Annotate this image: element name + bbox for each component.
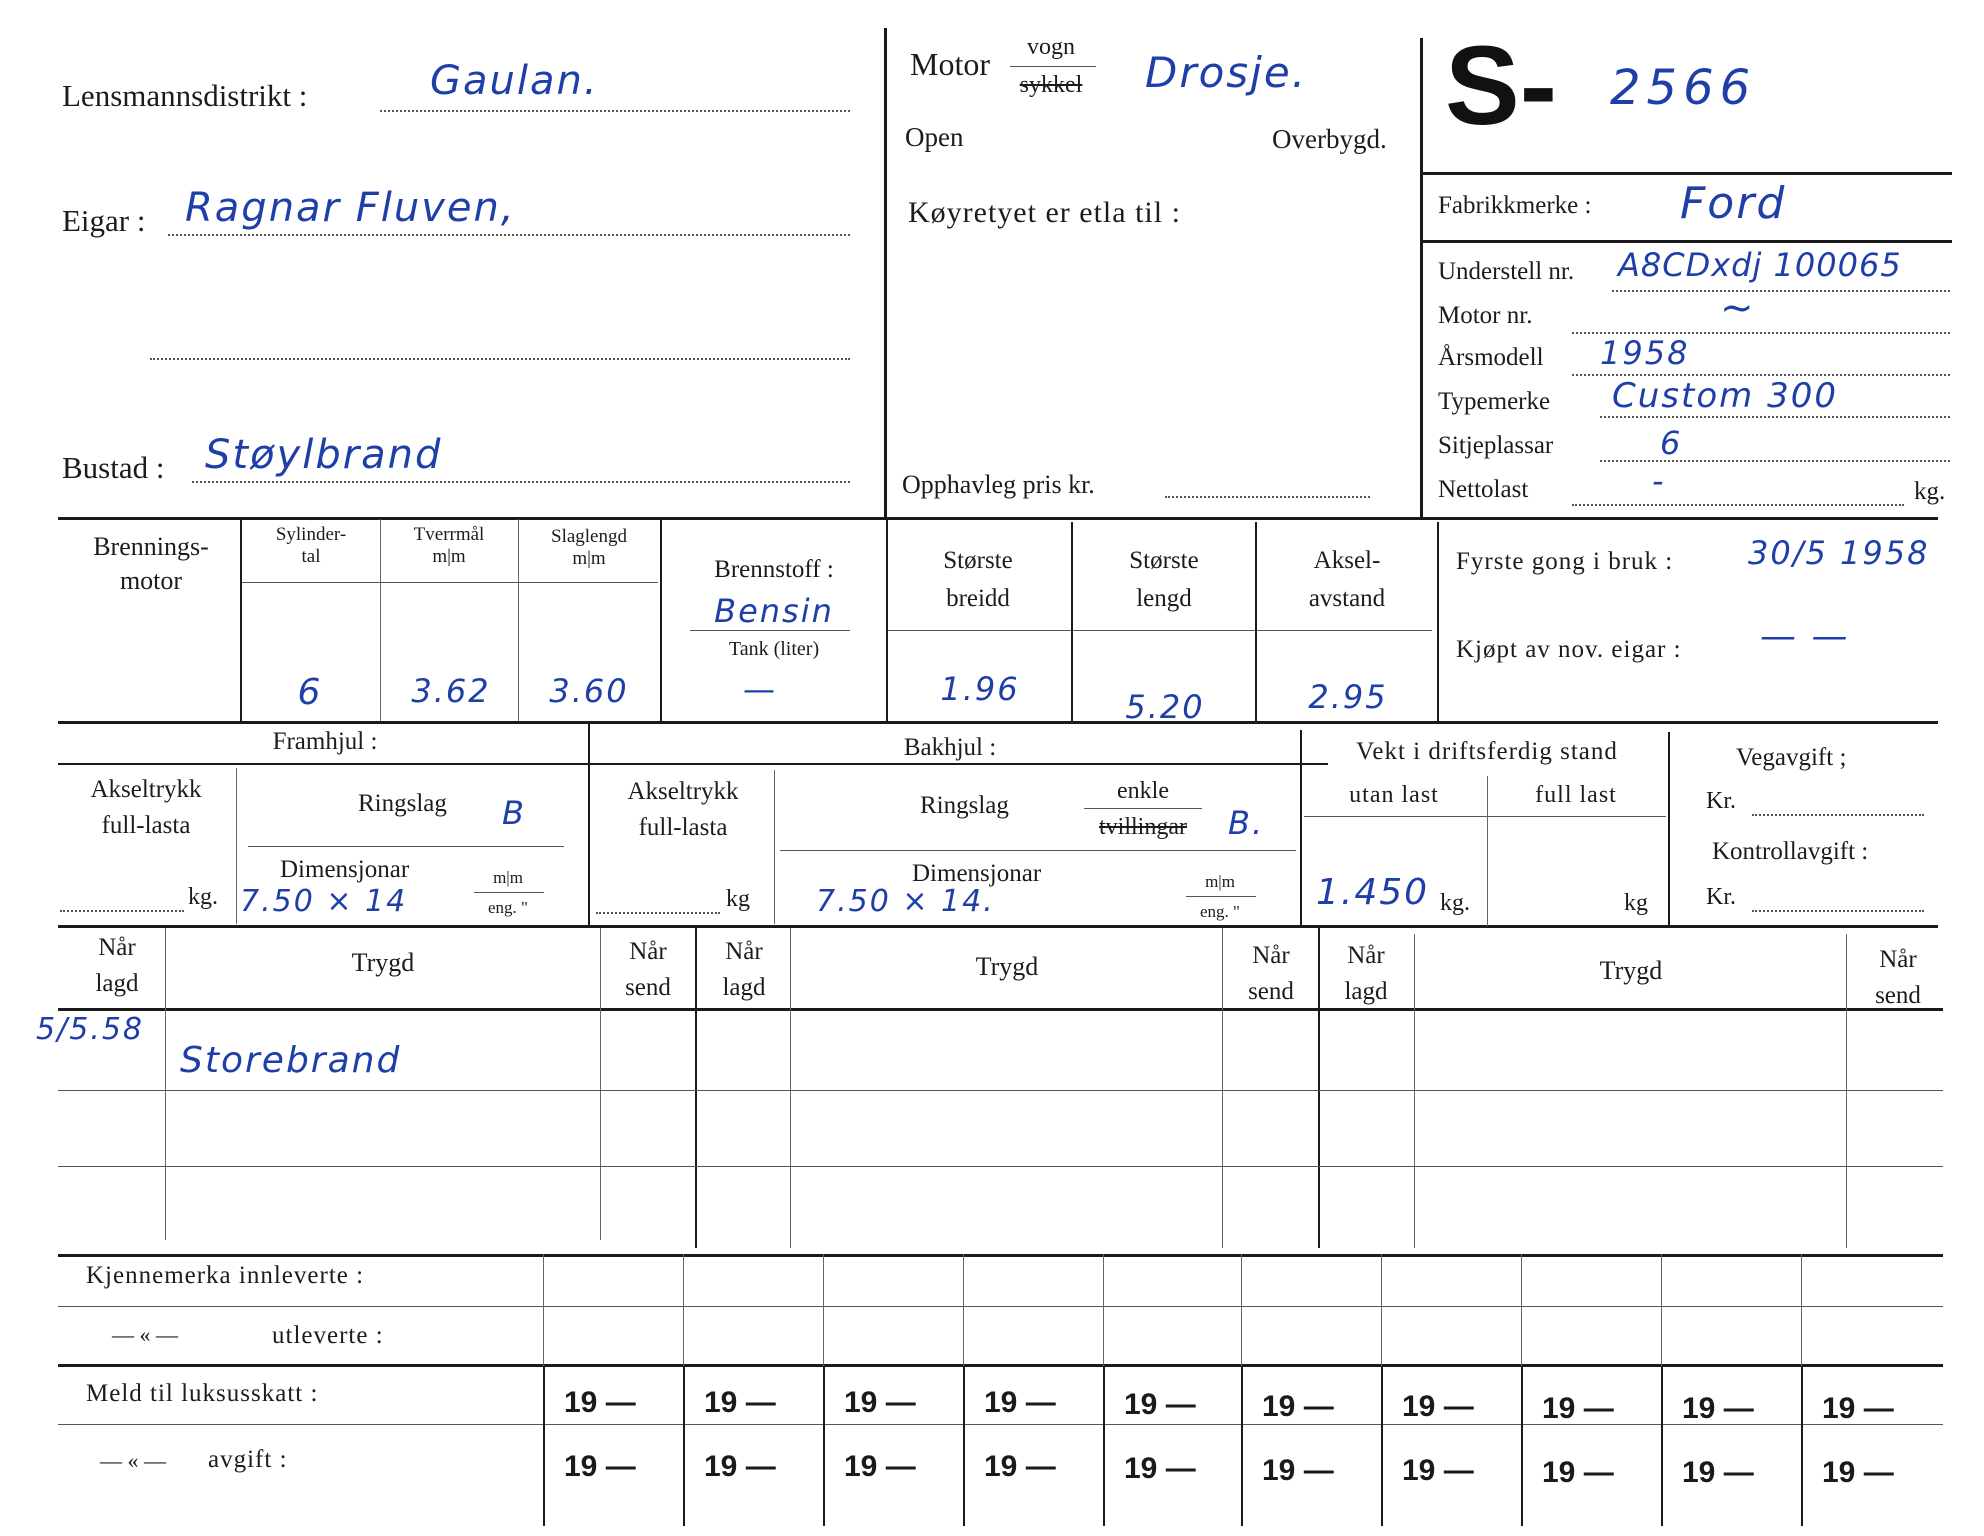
motor-nr-label: Motor nr. <box>1438 302 1533 329</box>
kjennemerka-label: Kjennemerka innleverte : <box>86 1262 365 1289</box>
tverrmal-value[interactable]: 3.62 <box>411 672 491 710</box>
tvillingar-label: tvillingar <box>1099 814 1187 840</box>
kj-col-1 <box>543 1254 544 1366</box>
s-prefix: S- <box>1445 23 1557 148</box>
vekt-left-div <box>1300 730 1302 926</box>
lengd-header <box>1074 542 1254 618</box>
akseltrykk-front-unit: kg. <box>188 884 218 910</box>
dim-rear-value[interactable]: 7.50 × 14. <box>816 884 995 919</box>
lk-col-3 <box>823 1366 825 1526</box>
kj-col-4 <box>963 1254 964 1366</box>
vogn-fraction-line <box>1010 66 1096 67</box>
luksusskatt-year-10[interactable]: 19 — <box>1822 1392 1894 1425</box>
dimensjonar-front-label: Dimensjonar <box>280 856 410 883</box>
akseltrykk-front-line <box>60 910 184 912</box>
enkle-label: enkle <box>1117 778 1169 804</box>
slaglengd-label: Slaglengd <box>551 526 627 547</box>
open-label: Open <box>905 122 964 152</box>
nettolast-label: Nettolast <box>1438 476 1529 503</box>
insurance-entry-company[interactable]: Storebrand <box>180 1040 402 1081</box>
ins-row-line-1 <box>58 1090 1943 1091</box>
full-last-label: full last <box>1535 782 1617 808</box>
typemerke-line <box>1600 416 1950 418</box>
understell-line <box>1612 290 1950 292</box>
vekt-utan-value[interactable]: 1.450 <box>1316 872 1430 913</box>
understell-label: Understell nr. <box>1438 258 1575 285</box>
tverrmal-unit: m|m <box>432 546 466 567</box>
wheels-bottom-rule <box>58 925 1938 928</box>
trygd-header-2: Trygd <box>975 952 1039 981</box>
nar-lagd-header-3 <box>1320 938 1412 1010</box>
nar-send-header-2 <box>1224 938 1318 1010</box>
trygd-header-1: Trygd <box>351 948 415 977</box>
vekt-full-unit: kg <box>1624 890 1648 916</box>
aksel-label-line2: avstand <box>1308 585 1386 612</box>
vekt-label: Vekt i driftsferdig stand <box>1356 738 1618 765</box>
nettolast-unit: kg. <box>1914 478 1946 505</box>
kj-col-5 <box>1103 1254 1104 1366</box>
avgift-year-5[interactable]: 19 — <box>1124 1452 1196 1485</box>
framhjul-label: Framhjul : <box>272 728 378 755</box>
dimensions-subheader-rule <box>888 630 1432 631</box>
motor-nr-value[interactable]: ~ <box>1720 285 1756 331</box>
brennstoff-line <box>690 630 850 631</box>
luksusskatt-year-5[interactable]: 19 — <box>1124 1388 1196 1421</box>
dim-front-value[interactable]: 7.50 × 14 <box>240 884 408 919</box>
avgift-year-2[interactable]: 19 — <box>704 1450 776 1483</box>
nar-label: Når <box>1347 942 1385 969</box>
kj-col-10 <box>1801 1254 1802 1366</box>
brennings-label <box>60 530 242 598</box>
rear-col-div <box>774 770 775 924</box>
engine-row-top-rule <box>58 517 1938 520</box>
nar-label: Når <box>725 938 763 965</box>
fyrste-value[interactable]: 30/5 1958 <box>1748 534 1930 572</box>
brennstoff-label: Brennstoff : <box>714 556 834 583</box>
nar-send-header-3 <box>1848 942 1948 1014</box>
opphavleg-label: Opphavleg pris kr. <box>902 470 1095 499</box>
utleverte-prefix: — « — <box>112 1322 178 1347</box>
ringslag-front-value[interactable]: B <box>502 794 526 832</box>
ringslag-front-label: Ringslag <box>358 790 447 817</box>
lk-col-2 <box>683 1366 685 1526</box>
avgift-year-1[interactable]: 19 — <box>564 1450 636 1483</box>
lengd-label-line2: lengd <box>1136 585 1192 612</box>
arsmodell-label: Årsmodell <box>1438 344 1544 371</box>
sylinder-label-line2: tal <box>301 546 321 567</box>
nar-label: Når <box>629 938 667 965</box>
overbygd-label: Overbygd. <box>1272 124 1387 154</box>
akseltrykk-rear-line <box>596 912 720 914</box>
akseltrykk-rear-label2: full-lasta <box>638 814 728 841</box>
dim-front-mm: m|m <box>493 868 523 887</box>
vegavgift-label: Vegavgift ; <box>1736 744 1847 771</box>
luksusskatt-year-4[interactable]: 19 — <box>984 1386 1056 1419</box>
nar-lagd-header-2 <box>698 934 790 1006</box>
fabrikkmerke-label: Fabrikkmerke : <box>1438 192 1592 219</box>
send-label: send <box>1875 982 1921 1009</box>
sitjeplassar-label: Sitjeplassar <box>1438 432 1554 459</box>
engine-col-div-2 <box>380 519 381 721</box>
sylinder-value[interactable]: 6 <box>297 672 323 713</box>
ins-col-div-4 <box>790 928 791 1248</box>
s-number[interactable]: 2566 <box>1610 60 1757 116</box>
lensmannsdistrikt-line <box>380 110 850 112</box>
send-label: send <box>625 974 671 1001</box>
divider-top-2 <box>1420 38 1423 518</box>
engine-col-div-4 <box>660 519 662 721</box>
sitjeplassar-value[interactable]: 6 <box>1660 424 1683 462</box>
avgift-label: avgift : <box>208 1446 288 1473</box>
breidd-label-line2: breidd <box>946 585 1010 612</box>
avgift-year-6[interactable]: 19 — <box>1262 1454 1334 1487</box>
ins-row-line-2 <box>58 1166 1943 1167</box>
nar-lagd-header-1 <box>62 930 172 1002</box>
tverrmal-label: Tverrmål <box>413 524 485 545</box>
insurance-entry-date[interactable]: 5/5.58 <box>36 1012 144 1047</box>
akseltrykk-front-label1: Akseltrykk <box>90 776 202 803</box>
breidd-label-line1: Største <box>943 547 1013 574</box>
lagd-label: lagd <box>1344 978 1388 1005</box>
tverrmal-header <box>382 524 516 568</box>
slaglengd-value[interactable]: 3.60 <box>549 672 629 710</box>
akseltrykk-rear-label1: Akseltrykk <box>627 778 739 805</box>
trygd-header-3: Trygd <box>1599 956 1663 985</box>
akseltrykk-rear-header <box>592 774 774 846</box>
dim-rear-mm: m|m <box>1205 872 1235 891</box>
wheels-header-rule <box>58 763 1328 765</box>
vekt-subheader-rule <box>1304 816 1666 817</box>
engine-subheader-rule <box>242 582 658 583</box>
vekt-mid-div <box>1487 776 1488 926</box>
luksusskatt-year-8[interactable]: 19 — <box>1542 1392 1614 1425</box>
engine-col-div-6 <box>1071 522 1073 722</box>
nettolast-value[interactable]: - <box>1652 462 1666 500</box>
lengd-value[interactable]: 5.20 <box>1125 688 1205 726</box>
dim-front-fraction <box>474 892 544 893</box>
eigar-line-2 <box>150 358 850 360</box>
aksel-header <box>1258 542 1436 618</box>
kj-col-3 <box>823 1254 824 1366</box>
front-ringslag-rule <box>248 846 564 847</box>
kj-col-7 <box>1381 1254 1382 1366</box>
sylinder-header <box>244 524 378 568</box>
nar-label: Når <box>1252 942 1290 969</box>
lagd-label: lagd <box>95 970 139 997</box>
kj-col-9 <box>1661 1254 1662 1366</box>
reg-number-rule <box>1422 172 1952 175</box>
akseltrykk-front-header <box>60 772 232 844</box>
lagd-label: lagd <box>722 974 766 1001</box>
breidd-value[interactable]: 1.96 <box>940 670 1020 708</box>
luksusskatt-year-2[interactable]: 19 — <box>704 1386 776 1419</box>
avgift-year-10[interactable]: 19 — <box>1822 1456 1894 1489</box>
koyretyet-label: Køyretyet er etla til : <box>908 196 1181 229</box>
kj-col-2 <box>683 1254 684 1366</box>
tank-value[interactable]: — <box>743 670 777 708</box>
lk-col-7 <box>1381 1366 1383 1526</box>
aksel-value[interactable]: 2.95 <box>1308 678 1388 716</box>
divider-top-1 <box>884 28 887 518</box>
lk-col-4 <box>963 1366 965 1526</box>
ins-col-div-3 <box>695 928 697 1248</box>
utan-last-label: utan last <box>1349 782 1439 808</box>
luksusskatt-label: Meld til luksusskatt : <box>86 1380 319 1407</box>
vegavgift-line <box>1752 814 1924 816</box>
ins-col-div-2 <box>600 928 601 1240</box>
lk-col-6 <box>1241 1366 1243 1526</box>
lk-col-10 <box>1801 1366 1803 1526</box>
arsmodell-value[interactable]: 1958 <box>1600 334 1690 372</box>
sylinder-label-line1: Sylinder- <box>275 524 347 545</box>
breidd-header <box>888 542 1068 618</box>
brennings-label-line2: motor <box>119 566 183 595</box>
bustad-value[interactable]: Støylbrand <box>205 432 443 478</box>
vogn-label: vogn <box>1027 34 1075 60</box>
eigar-line <box>168 234 850 236</box>
avgift-prefix: — « — <box>100 1448 166 1473</box>
insurance-header-rule <box>58 1008 1943 1011</box>
nettolast-line <box>1572 504 1904 506</box>
opphavleg-line <box>1165 496 1370 498</box>
nar-label: Når <box>98 934 136 961</box>
kontrollavgift-kr: Kr. <box>1706 884 1736 910</box>
ins-col-div-5 <box>1222 928 1223 1248</box>
rear-ringslag-rule <box>780 850 1296 851</box>
engine-col-div-3 <box>518 519 519 721</box>
engine-row-bottom-rule <box>58 721 1938 724</box>
fabrikkmerke-value[interactable]: Ford <box>1680 178 1787 229</box>
send-label: send <box>1248 978 1294 1005</box>
sykkel-label: sykkel <box>1019 72 1083 98</box>
kontrollavgift-line <box>1752 910 1924 912</box>
avgift-year-8[interactable]: 19 — <box>1542 1456 1614 1489</box>
ins-col-div-8 <box>1846 934 1847 1248</box>
understell-value[interactable]: A8CDxdj 100065 <box>1618 246 1902 284</box>
ins-col-div-1 <box>165 928 166 1240</box>
luksusskatt-year-6[interactable]: 19 — <box>1262 1390 1334 1423</box>
nar-send-header-1 <box>602 934 694 1006</box>
lk-col-1 <box>543 1366 545 1526</box>
luksusskatt-year-9[interactable]: 19 — <box>1682 1392 1754 1425</box>
vegavgift-kr: Kr. <box>1706 788 1736 814</box>
ins-col-div-7 <box>1414 934 1415 1248</box>
avgift-year-4[interactable]: 19 — <box>984 1450 1056 1483</box>
lk-col-9 <box>1661 1366 1663 1526</box>
bustad-line <box>192 481 850 483</box>
vekt-right-div <box>1668 732 1670 926</box>
motor-label: Motor <box>910 46 990 82</box>
luksusskatt-year-7[interactable]: 19 — <box>1402 1390 1474 1423</box>
engine-col-div-7 <box>1255 522 1257 722</box>
lk-col-5 <box>1103 1366 1105 1526</box>
avgift-year-7[interactable]: 19 — <box>1402 1454 1474 1487</box>
engine-col-div-1 <box>240 519 242 721</box>
lensmannsdistrikt-value[interactable]: Gaulan. <box>430 58 599 104</box>
nar-label: Når <box>1879 946 1917 973</box>
kjopt-label: Kjøpt av nov. eigar : <box>1456 636 1682 663</box>
fabrikkmerke-rule <box>1422 240 1952 243</box>
vekt-utan-unit: kg. <box>1440 890 1470 916</box>
enkle-fraction <box>1084 808 1202 809</box>
akseltrykk-rear-unit: kg <box>726 886 750 912</box>
eigar-label: Eigar : <box>62 203 146 238</box>
kontrollavgift-label: Kontrollavgift : <box>1712 838 1869 865</box>
typemerke-value[interactable]: Custom 300 <box>1612 376 1838 416</box>
wheels-div-front-rear <box>588 724 590 926</box>
lk-col-8 <box>1521 1366 1523 1526</box>
eigar-value[interactable]: Ragnar Fluven, <box>185 185 516 231</box>
lensmannsdistrikt-label: Lensmannsdistrikt : <box>62 78 308 113</box>
avgift-year-3[interactable]: 19 — <box>844 1450 916 1483</box>
dimensjonar-rear-label: Dimensjonar <box>912 860 1042 887</box>
brennings-label-line1: Brennings- <box>93 532 209 561</box>
typemerke-label: Typemerke <box>1438 388 1551 415</box>
luksusskatt-year-3[interactable]: 19 — <box>844 1386 916 1419</box>
kj-col-8 <box>1521 1254 1522 1366</box>
kj-col-6 <box>1241 1254 1242 1366</box>
motor-type-value[interactable]: Drosje. <box>1145 48 1308 97</box>
dim-rear-fraction <box>1186 896 1256 897</box>
slaglengd-unit: m|m <box>572 548 606 569</box>
dim-rear-eng: eng. " <box>1200 902 1240 921</box>
aksel-label-line1: Aksel- <box>1313 547 1381 574</box>
ringslag-rear-value[interactable]: B. <box>1228 804 1265 842</box>
lengd-label-line1: Største <box>1129 547 1199 574</box>
fyrste-label: Fyrste gong i bruk : <box>1456 548 1674 575</box>
luksusskatt-year-1[interactable]: 19 — <box>564 1386 636 1419</box>
engine-col-div-8 <box>1437 522 1439 722</box>
avgift-year-9[interactable]: 19 — <box>1682 1456 1754 1489</box>
kjopt-value[interactable]: — — <box>1760 616 1850 657</box>
dim-front-eng: eng. " <box>488 898 528 917</box>
ringslag-rear-label: Ringslag <box>920 792 1009 819</box>
bakhjul-label: Bakhjul : <box>903 734 997 761</box>
bustad-label: Bustad : <box>62 450 165 485</box>
brennstoff-value[interactable]: Bensin <box>714 592 834 630</box>
tank-label: Tank (liter) <box>728 638 820 660</box>
utleverte-label: utleverte : <box>272 1322 384 1349</box>
akseltrykk-front-label2: full-lasta <box>101 812 191 839</box>
slaglengd-header <box>520 526 658 570</box>
front-col-div <box>236 768 237 924</box>
